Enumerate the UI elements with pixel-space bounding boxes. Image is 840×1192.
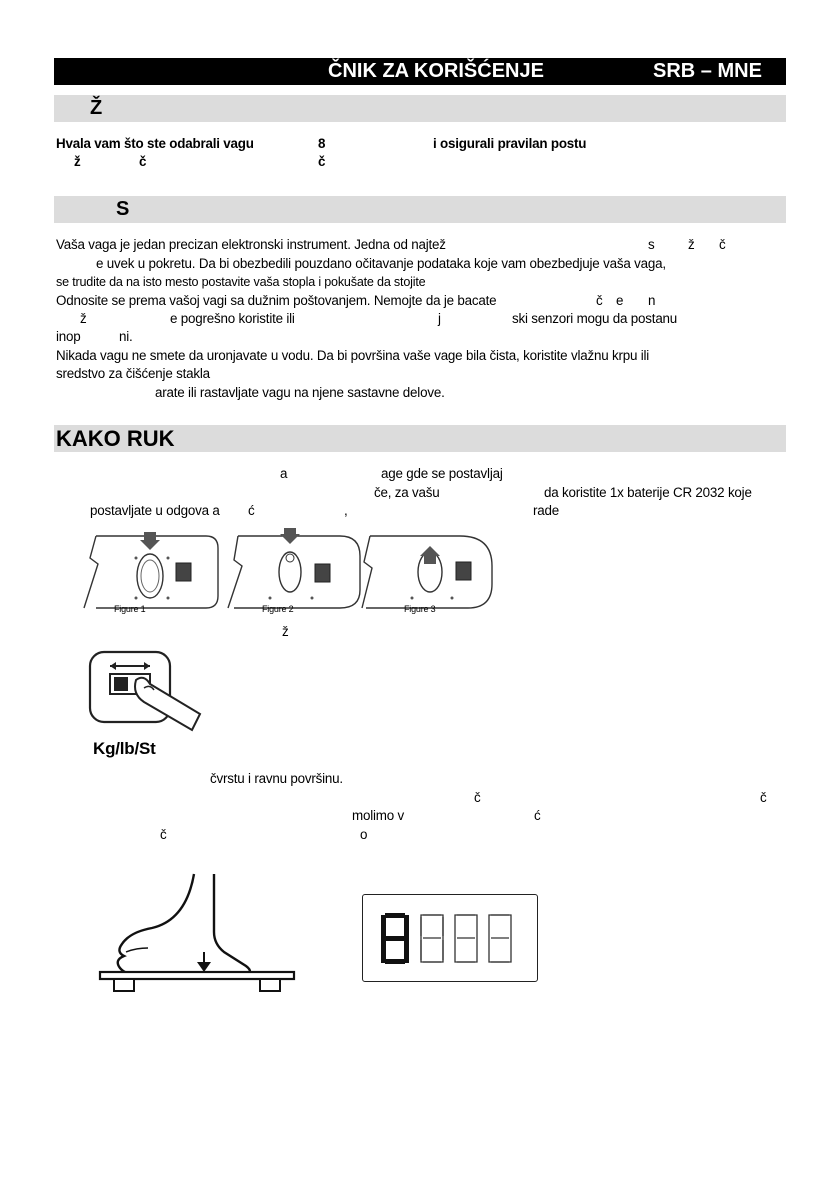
how-text: ć — [248, 503, 255, 518]
section-heading: S — [116, 198, 130, 220]
section-safety-header — [54, 196, 786, 223]
section-intro-header — [54, 95, 786, 122]
usage-text: ć — [534, 808, 541, 823]
section-heading: Ž — [90, 97, 103, 119]
unit-switch-illustration — [88, 650, 206, 740]
safety-text: j — [438, 311, 441, 326]
how-text: , — [344, 503, 348, 518]
safety-text: se trudite da na isto mesto postavite vaša stopla i pokušate da stojite — [56, 275, 426, 289]
usage-text: čvrstu i ravnu površinu. — [210, 771, 343, 786]
intro-text: 8 — [318, 136, 326, 151]
usage-text: č — [760, 790, 767, 805]
intro-text: č — [318, 154, 326, 169]
section-heading: KAKO RUK — [56, 426, 175, 451]
usage-text: č — [474, 790, 481, 805]
safety-text: ni. — [119, 329, 133, 344]
safety-text: e pogrešno koristite ili — [170, 311, 295, 326]
intro-text: i osigurali pravilan postu — [433, 136, 587, 151]
intro-text: č — [139, 154, 147, 169]
how-text: da koristite 1x baterije CR 2032 koje — [544, 485, 752, 500]
safety-text: inop — [56, 329, 81, 344]
lcd-display — [362, 894, 538, 982]
lcd-digits — [381, 913, 521, 967]
safety-text: arate ili rastavljate vagu na njene sastavne delove. — [155, 385, 445, 400]
usage-text: č — [160, 827, 167, 842]
safety-text: n — [648, 293, 656, 308]
safety-text: e uvek u pokretu. Da bi obezbedili pouzdano očitavanje podataka koje vam obezbedjuje vaša vaga, — [96, 256, 666, 271]
battery-figure-1 — [78, 528, 218, 618]
foot-on-scale-illustration — [96, 872, 302, 996]
figure-label: Figure 1 — [114, 604, 146, 614]
safety-text: ski senzori mogu da postanu — [512, 311, 678, 326]
section-how-header — [54, 425, 786, 452]
safety-text: Nikada vagu ne smete da uronjavate u vodu. Da bi površina vaše vage bila čista, koristite vlažnu krpu ili — [56, 348, 650, 363]
safety-text: ž — [688, 237, 695, 252]
intro-text: Hvala vam što ste odabrali vagu — [56, 136, 254, 151]
unit-switch-label: Kg/lb/St — [93, 739, 156, 758]
usage-text: molimo v — [352, 808, 404, 823]
safety-text: č — [719, 237, 726, 252]
safety-text: e — [616, 293, 624, 308]
safety-text: sredstvo za čišćenje stakla — [56, 366, 210, 381]
how-text: a — [280, 466, 288, 481]
figure-caption: ž — [282, 624, 289, 639]
safety-text: Odnosite se prema vašoj vagi sa dužnim poštovanjem. Nemojte da je bacate — [56, 293, 497, 308]
safety-text: Vaša vaga je jedan precizan elektronski instrument. Jedna od najtež — [56, 237, 446, 252]
how-text: rade — [533, 503, 560, 518]
intro-text: ž — [74, 154, 81, 169]
safety-text: s — [648, 237, 655, 252]
safety-text: ž — [80, 311, 87, 326]
document-title: ČNIK ZA KORIŠĆENJE — [328, 60, 544, 82]
safety-text: č — [596, 293, 603, 308]
how-text: postavljate u odgova a — [90, 503, 220, 518]
figure-label: Figure 2 — [262, 604, 294, 614]
how-text: age gde se postavljaj — [381, 466, 503, 481]
title-bar — [54, 58, 786, 85]
usage-text: o — [360, 827, 368, 842]
how-text: če, za vašu — [374, 485, 440, 500]
region-label: SRB – MNE — [653, 60, 762, 82]
figure-label: Figure 3 — [404, 604, 436, 614]
